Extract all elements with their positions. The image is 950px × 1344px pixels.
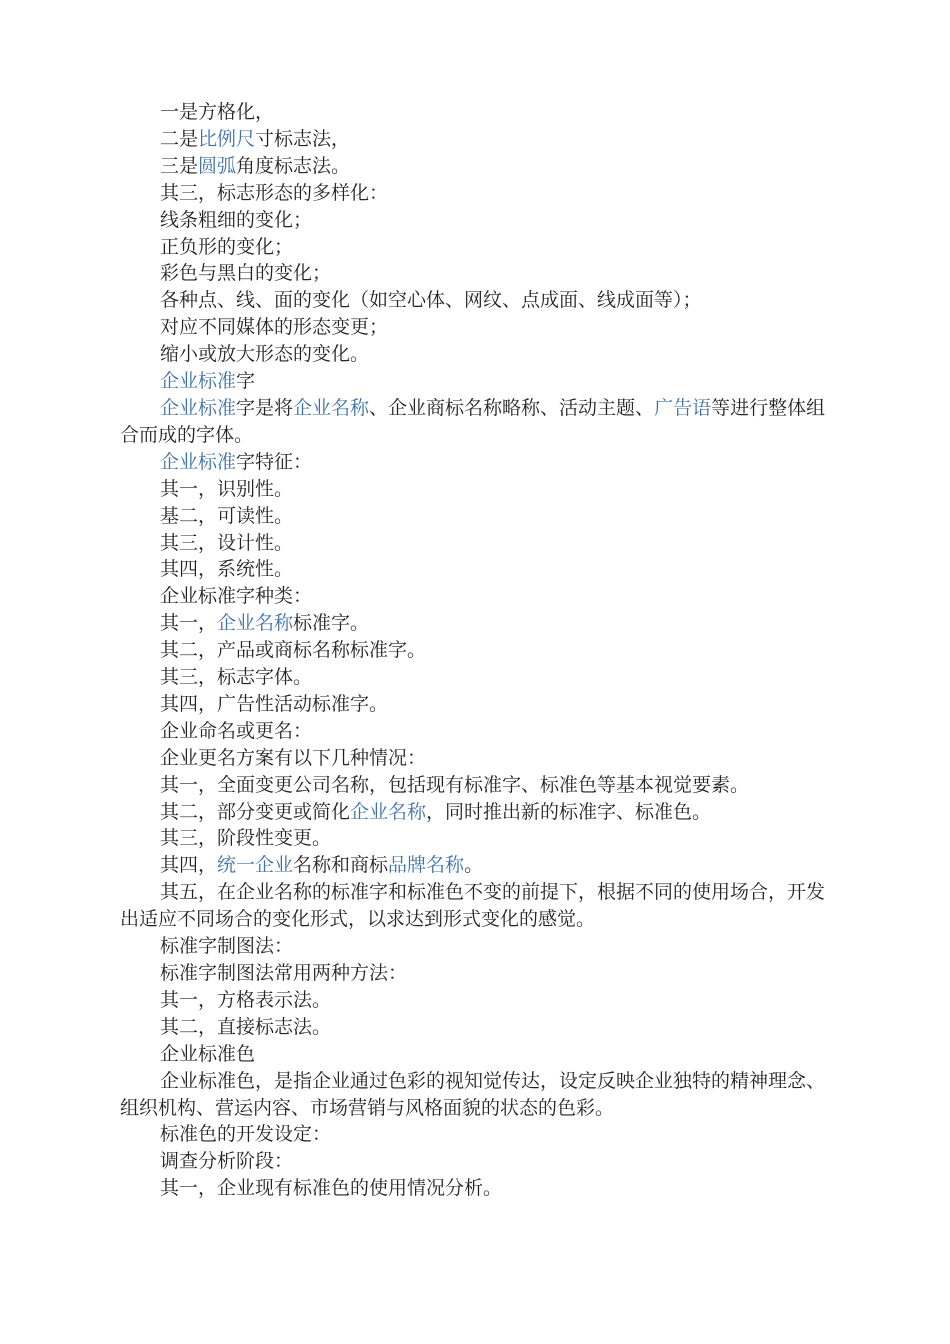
text-segment: 标准字制图法： <box>160 935 294 958</box>
paragraph <box>120 126 835 153</box>
text-segment: ，同时推出新的标准字、标准色。 <box>426 800 712 823</box>
hyperlink[interactable]: 企业名称 <box>293 396 370 419</box>
paragraph <box>120 395 835 449</box>
hyperlink[interactable]: 企业标准 <box>160 450 237 473</box>
paragraph <box>120 1121 835 1148</box>
paragraph <box>120 180 835 207</box>
hyperlink[interactable]: 品牌名称 <box>388 854 465 877</box>
text-segment: 其一，全面变更公司名称，包括现有标准字、标准色等基本视觉要素。 <box>160 773 750 796</box>
hyperlink[interactable]: 企业名称 <box>350 800 427 823</box>
text-segment: 线条粗细的变化； <box>160 208 313 231</box>
text-segment: 其四， <box>160 854 218 877</box>
hyperlink[interactable]: 广告语 <box>654 396 712 419</box>
paragraph <box>120 745 835 772</box>
paragraph <box>120 99 835 126</box>
text-segment: 企业更名方案有以下几种情况： <box>160 746 427 769</box>
paragraph <box>120 664 835 691</box>
paragraph <box>120 1041 835 1068</box>
text-segment: 其二，直接标志法。 <box>160 1015 332 1038</box>
text-segment: 三是 <box>160 154 199 177</box>
text-segment: 正负形的变化； <box>160 235 294 258</box>
text-segment: 等进行整体组合而成的字体。 <box>120 396 826 446</box>
paragraph <box>120 341 835 368</box>
paragraph <box>120 449 835 476</box>
text-segment: 企业命名或更名： <box>160 719 313 742</box>
text-segment: 寸标志法， <box>255 127 351 150</box>
text-segment: 其一，企业现有标准色的使用情况分析。 <box>160 1177 503 1200</box>
text-segment: 其五，在企业名称的标准字和标准色不变的前提下，根据不同的使用场合，开发出适应不同场合的变化形式，以求达到形式变化的感觉。 <box>120 881 826 931</box>
text-segment: 角度标志法。 <box>236 154 351 177</box>
text-segment: 调查分析阶段： <box>160 1150 294 1173</box>
text-segment: 其一，方格表示法。 <box>160 988 332 1011</box>
paragraph <box>120 314 835 341</box>
hyperlink[interactable]: 企业标准 <box>160 370 237 393</box>
text-segment: 其四，广告性活动标准字。 <box>160 692 389 715</box>
text-segment: 、企业商标名称略称、活动主题、 <box>369 396 655 419</box>
paragraph <box>120 691 835 718</box>
paragraph <box>120 1014 835 1041</box>
paragraph <box>120 583 835 610</box>
text-segment: 企业标准色 <box>160 1042 256 1065</box>
paragraph <box>120 1148 835 1175</box>
paragraph <box>120 260 835 287</box>
text-segment: 各种点、线、面的变化（如空心体、网纹、点成面、线成面等）； <box>160 289 702 312</box>
paragraph <box>120 476 835 503</box>
paragraph <box>120 530 835 557</box>
paragraph <box>120 556 835 583</box>
text-segment: 标准字。 <box>293 612 370 635</box>
text-segment: 其三，设计性。 <box>160 531 294 554</box>
text-segment: 其四，系统性。 <box>160 558 294 581</box>
hyperlink[interactable]: 企业名称 <box>217 612 294 635</box>
paragraph <box>120 207 835 234</box>
text-segment: 名称和商标 <box>293 854 389 877</box>
paragraph <box>120 799 835 826</box>
text-segment: 二是 <box>160 127 199 150</box>
paragraph <box>120 825 835 852</box>
paragraph <box>120 718 835 745</box>
paragraph <box>120 852 835 879</box>
text-segment: 企业标准字种类： <box>160 585 313 608</box>
text-segment: 字特征： <box>236 450 313 473</box>
text-segment: 标准字制图法常用两种方法： <box>160 962 408 984</box>
text-segment: 彩色与黑白的变化； <box>160 262 332 285</box>
paragraph <box>120 368 835 395</box>
paragraph <box>120 960 835 987</box>
paragraph <box>120 879 835 933</box>
paragraph <box>120 772 835 799</box>
paragraph <box>120 234 835 261</box>
paragraph <box>120 1068 835 1122</box>
text-segment: 其一，识别性。 <box>160 477 294 500</box>
text-segment: 其二，产品或商标名称标准字。 <box>160 639 427 662</box>
text-segment: 企业标准色，是指企业通过色彩的视知觉传达，设定反映企业独特的精神理念、组织机构、营运内容、市场营销与风格面貌的状态的色彩。 <box>120 1069 826 1119</box>
paragraph <box>120 503 835 530</box>
text-segment: 。 <box>464 854 484 877</box>
hyperlink[interactable]: 比例尺 <box>198 127 256 150</box>
text-segment: 其一， <box>160 612 218 635</box>
text-segment: 其三，阶段性变更。 <box>160 827 332 850</box>
text-segment: 字是将 <box>236 396 294 419</box>
paragraph <box>120 987 835 1014</box>
text-segment: 其三，标志字体。 <box>160 666 313 689</box>
paragraph <box>120 1175 835 1202</box>
text-segment: 一是方格化， <box>160 101 275 123</box>
text-segment: 对应不同媒体的形态变更； <box>160 316 389 339</box>
text-segment: 其三，标志形态的多样化： <box>160 181 389 204</box>
paragraph <box>120 610 835 637</box>
hyperlink[interactable]: 统一企业 <box>217 854 294 877</box>
paragraph <box>120 933 835 960</box>
document-body <box>120 99 835 1202</box>
text-segment: 标准色的开发设定： <box>160 1123 332 1146</box>
hyperlink[interactable]: 圆弧 <box>198 154 237 177</box>
hyperlink[interactable]: 企业标准 <box>160 396 237 419</box>
text-segment: 其二，部分变更或简化 <box>160 800 351 823</box>
paragraph <box>120 287 835 314</box>
text-segment: 基二，可读性。 <box>160 504 294 527</box>
paragraph <box>120 637 835 664</box>
paragraph <box>120 153 835 180</box>
text-segment: 字 <box>236 370 256 393</box>
text-segment: 缩小或放大形态的变化。 <box>160 343 370 366</box>
